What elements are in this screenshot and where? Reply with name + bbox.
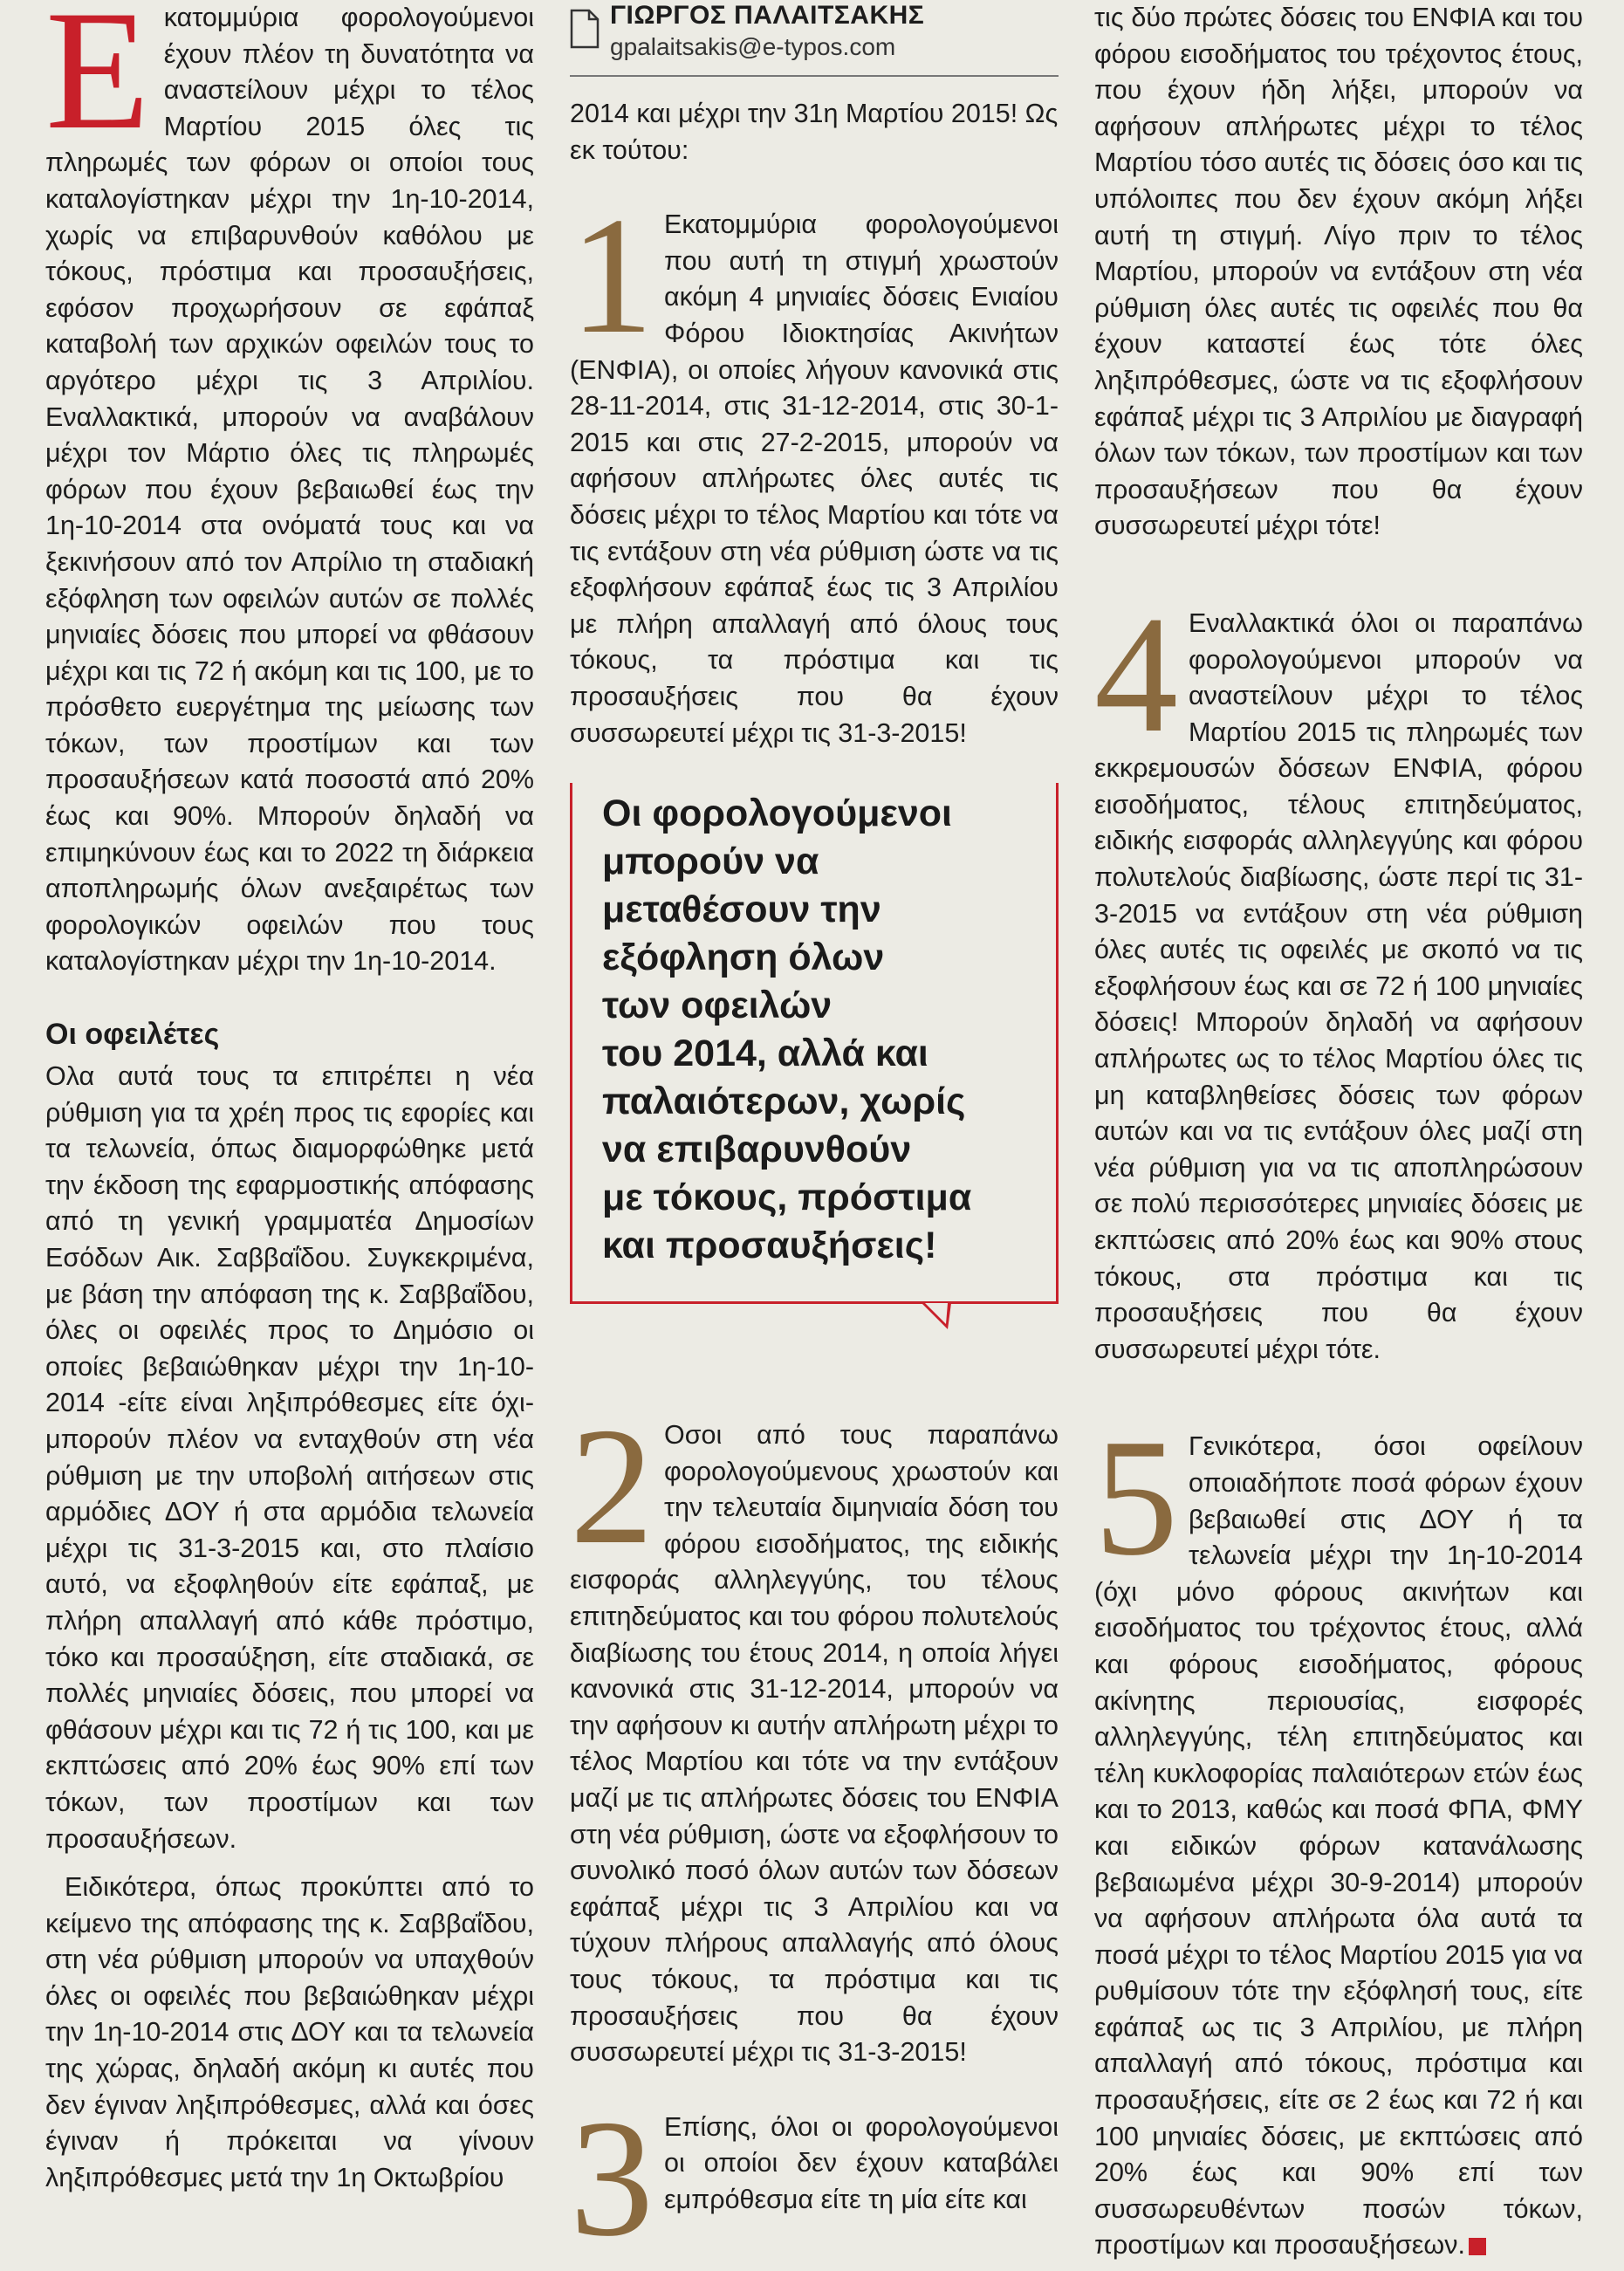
document-icon [570, 9, 600, 49]
author-email: gpalaitsakis@e-typos.com [610, 33, 896, 60]
subheading: Οι οφειλέτες [45, 1018, 220, 1052]
paragraph-3: Ειδικότερα, όπως προκύπτει από το κείμενο της απόφασης της κ. Σαββαΐδου, στη νέα ρύθμιση μπορούν να υπαχθούν όλες οι οφειλές που βεβαιώθηκαν μέχρι την 1η-10-2014 στις ΔΟΥ και τα τελωνεία της χώρας, δηλαδή ακόμη κι αυτές που δεν έγιναν ληξιπρόθεσμες, αλλά και όσες έγιναν ή πρόκειται να γίνουν ληξιπρόθεσμες μετά την 1η Οκτωβρίου [45, 1872, 534, 2192]
pull-quote-line: και προσαυξήσεις! [602, 1225, 937, 1267]
pull-quote-line: εξόφληση όλων [602, 937, 885, 979]
list-item-4 [1094, 580, 1583, 1368]
continued-text: 2014 και μέχρι την 31η Μαρτίου 2015! Ως εκ τούτου: [570, 99, 1059, 165]
item-text-1: Εκατομμύρια φορολογούμενοι που αυτή τη στιγμή χρωστούν ακόμη 4 μηνιαίες δόσεις Ενιαίου Φόρου Ιδιοκτησίας Ακινήτων (ΕΝΦΙΑ), οι οποίες λήγουν κανονικά στις 28-11-2014, στις 31-12-2014, στις 30-1-2015 και στις 27-2-2015, μπορούν να αφήσουν απλήρωτες όλες αυτές τις δόσεις μέχρι το τέλος Μαρτίου και τότε να τις εντάξουν στη νέα ρύθμιση ώστε να τις εξοφλήσουν εφάπαξ έως τις 3 Απριλίου με πλήρη απαλλαγή από όλους τους τόκους, τα πρόστιμα και τις προσαυξήσεις που θα έχουν συσσωρευτεί μέχρι τις 31-3-2015! [570, 209, 1059, 748]
column-3 [1094, 0, 1583, 2261]
pull-quote-line: παλαιότερων, χωρίς [602, 1081, 966, 1123]
pull-quote [570, 783, 1059, 1304]
item-number-4: 4 [1094, 580, 1178, 767]
pull-quote-line: με τόκους, πρόστιμα [602, 1177, 972, 1219]
item-number-1: 1 [570, 182, 654, 369]
item-text-3: Επίσης, όλοι οι φορολογούμενοι οι οποίοι δεν έχουν καταβάλει εμπρόθεσμα είτε τη μία είτε και [664, 2111, 1059, 2214]
drop-cap: Ε [45, 0, 150, 165]
list-item-2 [570, 1393, 1059, 2071]
list-item-5 [1094, 1404, 1583, 2264]
continued-text: τις δύο πρώτες δόσεις του ΕΝΦΙΑ και του φόρου εισοδήματος του τρέχοντος έτους, που έχουν ήδη λήξει, μπορούν να αφήσουν απλήρωτες μέχρι το τέλος Μαρτίου τόσο αυτές τις δόσεις όσο και τις υπόλοιπες που δεν έχουν ακόμη λήξει αυτή τη στιγμή. Λίγο πριν το τέλος Μαρτίου, μπορούν να εντάξουν στη νέα ρύθμιση όλες αυτές τις οφειλές που θα έχουν καταστεί έως τότε όλες ληξιπρόθεσμες, ώστε να τις εξοφλήσουν εφάπαξ μέχρι τις 3 Απριλίου με διαγραφή όλων των τόκων, των προστίμων και των προσαυξήσεων που θα έχουν συσσωρευτεί μέχρι τότε! [1094, 3, 1583, 541]
item-number-3: 3 [570, 2084, 654, 2271]
pull-quote-line: μπορούν να [602, 840, 819, 883]
column-2 [570, 0, 1059, 2271]
intro-paragraph [45, 0, 534, 980]
item-number-5: 5 [1094, 1404, 1178, 1591]
intro-text: κατομμύρια φορολογούμενοι έχουν πλέον τη δυνατότητα να αναστείλουν μέχρι το τέλος Μαρτίου 2015 όλες τις πληρωμές των φόρων οι οποίοι τους καταλογίστηκαν μέχρι την 1η-10-2014, χωρίς να επιβαρυνθούν καθόλου με τόκους, πρόστιμα και προσαυξήσεις, εφόσον προχωρήσουν σε εφάπαξ καταβολή των αρχικών οφειλών τους το αργότερο μέχρι τις 3 Απριλίου. Εναλλακτικά, μπορούν να αναβάλουν μέχρι τον Μάρτιο όλες τις πληρωμές φόρων που έχουν βεβαιωθεί έως την 1η-10-2014 στα ονόματά τους και να ξεκινήσουν από τον Απρίλιο τη σταδιακή εξόφληση των οφειλών αυτών σε πολλές μηνιαίες δόσεις που μπορεί να φθάσουν μέχρι και τις 72 ή ακόμη και τις 100, με το πρόσθετο ευεργέτημα της μείωσης των τόκων, των προστίμων και των προσαυξήσεων κατά ποσοστά από 20% έως και 90%. Μπορούν δηλαδή να επιμηκύνουν έως και το 2022 τη διάρκεια αποπληρωμής όλων ανεξαιρέτως των φορολογικών οφειλών που τους καταλογίστηκαν μέχρι την 1η-10-2014. [45, 3, 534, 977]
list-item-3 [570, 2084, 1059, 2271]
byline-text [610, 0, 924, 63]
item-text-4: Εναλλακτικά όλοι οι παραπάνω φορολογούμενοι μπορούν να αναστείλουν μέχρι το τέλος Μαρτίου 2015 τις πληρωμές των εκκρεμουσών δόσεων ΕΝΦΙΑ, φόρου εισοδήματος, τέλους επιτηδεύματος, ειδικής εισφοράς αλληλεγγύης και φόρου πολυτελούς διαβίωσης, ώστε περί τις 31-3-2015 να εντάξουν στη νέα ρύθμιση όλες αυτές τις οφειλές με σκοπό να τις εξοφλήσουν έως και σε 72 ή 100 μηνιαίες δόσεις! Μπορούν δηλαδή να αφήσουν απλήρωτες ως το τέλος Μαρτίου όλες τις μη καταβληθείσες δόσεις των φόρων αυτών και να τις εντάξουν όλες μαζί στη νέα ρύθμιση για να τις αποπληρώσουν σε πολύ περισσότερες μηνιαίες δόσεις με εκπτώσεις από 20% έως και 90% στους τόκους, στα πρόστιμα και τις προσαυξήσεις που θα έχουν συσσωρευτεί μέχρι τότε. [1094, 607, 1583, 1364]
pull-quote-line: του 2014, αλλά και [602, 1033, 928, 1075]
item-text-2: Οσοι από τους παραπάνω φορολογούμενους χρωστούν και την τελευταία διμηνιαία δόση του φόρου εισοδήματος, της ειδικής εισφοράς αλληλεγγύης, του τέλους επιτηδεύματος και του φόρου πολυτελούς διαβίωσης του έτους 2014, η οποία λήγει κανονικά στις 31-12-2014, μπορούν να την αφήσουν κι αυτήν απλήρωτη μέχρι το τέλος Μαρτίου και τότε να την εντάξουν μαζί με τις απλήρωτες δόσεις του ΕΝΦΙΑ στη νέα ρύθμιση, ώστε να εξοφλήσουν το συνολικό ποσό όλων αυτών των δόσεων εφάπαξ μέχρι τις 3 Απριλίου και να τύχουν πλήρους απαλλαγής από όλους τους τόκους, τα πρόστιμα και τις προσαυξήσεις που θα έχουν συσσωρευτεί μέχρι τις 31-3-2015! [570, 1420, 1059, 2068]
list-item-1 [570, 182, 1059, 751]
pull-quote-line: Οι φορολογούμενοι [602, 792, 952, 835]
item-number-2: 2 [570, 1393, 654, 1580]
paragraph-2: Ολα αυτά τους τα επιτρέπει η νέα ρύθμιση για τα χρέη προς τις εφορίες και τα τελωνεία, όπως διαμορφώθηκε μετά την έκδοση της εφαρμοστικής απόφασης από τη γενική γραμματέα Δημοσίων Εσόδων Αικ. Σαββαΐδου. Συγκεκριμένα, με βάση την απόφαση της κ. Σαββαΐδου, όλες οι οφειλές προς το Δημόσιο οι οποίες βεβαιώθηκαν μέχρι την 1η-10-2014 -είτε είναι ληξιπρόθεσμες είτε όχι- μπορούν πλέον να ενταχθούν στη νέα ρύθμιση με την υποβολή αιτήσεων στις αρμόδιες ΔΟΥ ή στα αρμόδια τελωνεία μέχρι τις 31-3-2015 και, στο πλαίσιο αυτό, να εξοφληθούν είτε εφάπαξ, με πλήρη απαλλαγή από κάθε πρόστιμο, τόκο και προσαύξηση, είτε σταδιακά, σε πολλές μηνιαίες δόσεις, που μπορεί να φθάσουν μέχρι και τις 72 ή τις 100, και με εκπτώσεις από 20% έως 90% επί των τόκων, των προστίμων και των προσαυξήσεων. [45, 1061, 534, 1854]
pull-quote-line: μεταθέσουν την [602, 889, 881, 931]
pull-quote-line: των οφειλών [602, 985, 833, 1027]
author-name: ΓΙΩΡΓΟΣ ΠΑΛΑΙΤΣΑΚΗΣ [610, 1, 925, 30]
item-text-5: Γενικότερα, όσοι οφείλουν οποιαδήποτε ποσά φόρων έχουν βεβαιωθεί στις ΔΟΥ ή τα τελωνεία μέχρι την 1η-10-2014 (όχι μόνο φόρους ακινήτων και εισοδήματος του τρέχοντος έτους, αλλά και φόρους εισοδήματος, φόρους ακίνητης περιουσίας, εισφορές αλληλεγγύης, τέλη επιτηδεύματος και τέλη κυκλοφορίας παλαιότερων ετών έως και το 2013, καθώς και ποσά ΦΠΑ, ΦΜΥ και ειδικών φόρων κατανάλωσης βεβαιωμένα μέχρι 30-9-2014) μπορούν να αφήσουν απλήρωτα όλα αυτά τα ποσά μέχρι το τέλος Μαρτίου 2015 για να ρυθμίσουν τότε την εξόφλησή τους, είτε εφάπαξ ως τις 3 Απριλίου, με πλήρη απαλλαγή από τόκους, πρόστιμα και προσαυξήσεις, είτε σε 2 έως και 72 ή και 100 μηνιαίες δόσεις, με εκπτώσεις από 20% έως και 90% επί των συσσωρευθέντων ποσών τόκων, προστίμων και προσαυξήσεων. [1094, 1431, 1583, 2261]
column-1 [45, 0, 534, 2234]
byline [570, 0, 1059, 77]
pull-quote-line: να επιβαρυνθούν [602, 1129, 912, 1171]
end-square-icon [1469, 2238, 1486, 2255]
